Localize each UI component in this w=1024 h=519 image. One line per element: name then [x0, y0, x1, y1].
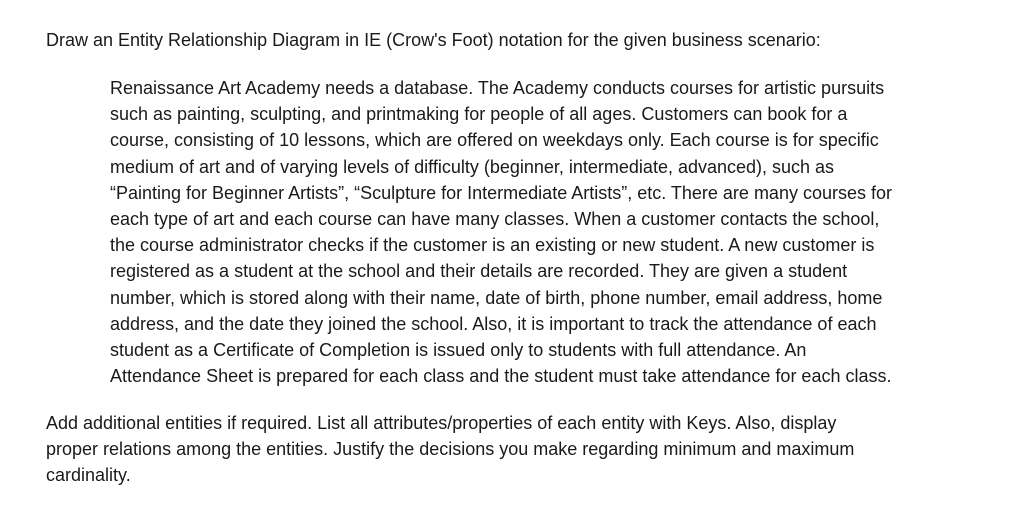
scenario-line: “Painting for Beginner Artists”, “Sculpture for Intermediate Artists”, etc. There are many courses for [110, 182, 892, 203]
intro-text: Draw an Entity Relationship Diagram in IE (Crow's Foot) notation for the given business scenario: [46, 30, 821, 50]
scenario-line: registered as a student at the school and their details are recorded. They are given a student [110, 261, 848, 282]
scenario-line: Renaissance Art Academy needs a database. The Academy conducts courses for artistic pursuits [110, 78, 885, 98]
scenario-line: course, consisting of 10 lessons, which are offered on weekdays only. Each course is for specific [110, 130, 879, 151]
scenario-line: address, and the date they joined the school. Also, it is important to track the attendance of each [110, 313, 877, 334]
scenario-line: the course administrator checks if the customer is an existing or new student. A new customer is [110, 235, 875, 256]
instruction-line: cardinality. [46, 465, 131, 486]
instruction-line: Add additional entities if required. List all attributes/properties of each entity with Keys. Also, display [46, 413, 837, 433]
scenario-line: number, which is stored along with their name, date of birth, phone number, email address, home [110, 287, 883, 308]
scenario-line: such as painting, sculpting, and printmaking for people of all ages. Customers can book for a [110, 104, 848, 125]
scenario-line: each type of art and each course can have many classes. When a customer contacts the school, [110, 208, 880, 229]
instructions-block [46, 410, 976, 489]
scenario-line: medium of art and of varying levels of difficulty (beginner, intermediate, advanced), such as [110, 156, 835, 177]
scenario-line: Attendance Sheet is prepared for each class and the student must take attendance for each class. [110, 366, 892, 387]
instruction-line: proper relations among the entities. Justify the decisions you make regarding minimum and maximum [46, 439, 855, 460]
scenario-line: student as a Certificate of Completion is issued only to students with full attendance. An [110, 339, 807, 360]
scenario-block [110, 75, 990, 389]
